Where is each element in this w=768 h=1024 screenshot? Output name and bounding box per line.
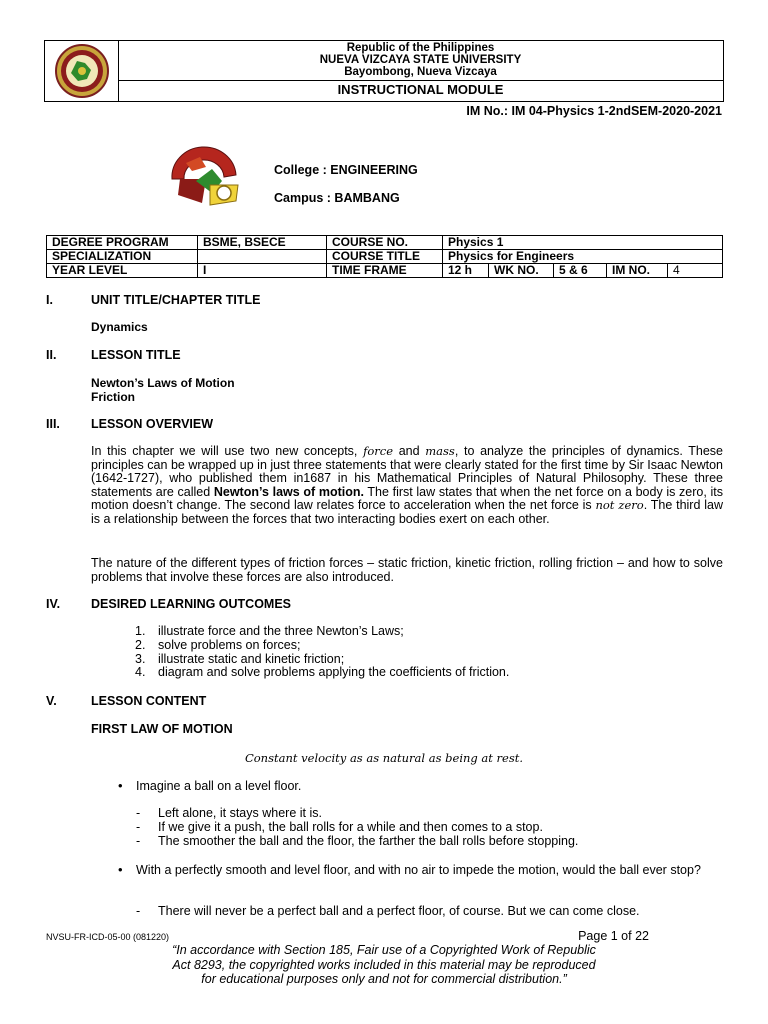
bullet-1-marker: • — [118, 778, 123, 793]
dash-marker: - — [136, 806, 141, 820]
university-seal-logo — [45, 41, 119, 101]
lesson-title-line-2: Friction — [91, 390, 135, 404]
course-no-label: COURSE NO. — [327, 236, 443, 250]
degree-program-value: BSME, BSECE — [198, 236, 327, 250]
section-2-title: LESSON TITLE — [91, 348, 181, 362]
copyright-disclaimer — [0, 943, 768, 987]
list-item: 2. solve problems on forces; — [135, 637, 301, 652]
degree-program-label: DEGREE PROGRAM — [47, 236, 198, 250]
course-no-value: Physics 1 — [443, 236, 723, 250]
table-row — [47, 236, 723, 250]
disclaimer-line-3: for educational purposes only and not for commercial distribution.” — [201, 972, 567, 986]
bullet-2-text: With a perfectly smooth and level floor, and with no air to impede the motion, would the ball ever stop? — [136, 863, 701, 877]
learning-outcomes-list — [135, 625, 509, 680]
bullet-1-point-1: Left alone, it stays where it is. — [158, 806, 322, 820]
first-law-heading: FIRST LAW OF MOTION — [91, 722, 233, 736]
wk-no-value: 5 & 6 — [554, 264, 607, 278]
disclaimer-line-2: Act 8293, the copyrighted works included in this material may be reproduced — [172, 957, 596, 972]
section-4-number: IV. — [46, 597, 61, 611]
unit-title: Dynamics — [91, 320, 148, 334]
header-university-name: NUEVA VIZCAYA STATE UNIVERSITY — [319, 54, 522, 66]
header-location: Bayombong, Nueva Vizcaya — [344, 66, 497, 78]
time-frame-label: TIME FRAME — [327, 264, 443, 278]
course-info-table — [46, 235, 723, 278]
time-frame-value: 12 h — [443, 264, 489, 278]
section-5-title: LESSON CONTENT — [91, 694, 207, 708]
section-5-number: V. — [46, 694, 57, 708]
section-1-number: I. — [46, 293, 53, 307]
college-line: College : ENGINEERING — [274, 163, 418, 177]
first-law-quote: Constant velocity as as natural as being at rest. — [244, 751, 524, 765]
course-title-label: COURSE TITLE — [327, 250, 443, 264]
overview-paragraph-1: In this chapter we will use two new concepts, force and mass, to analyze the principles of dynamics. These principles can be wrapped up in just three statements that were clearly stated for the first time by Sir Isaac Newton (1642-1727), who published them in1687 in his Mathematical Principles of Natural Philosophy. These three statements are called Newton’s laws of motion. The first law states that when the net force on a body is zero, its motion doesn’t change. The second law relates force to acceleration when the net force is not zero. The third law is a relationship between the forces that two interacting bodies exert on each other. — [91, 444, 723, 526]
list-item: 1. illustrate force and the three Newton’s Laws; — [135, 624, 404, 638]
table-row — [47, 250, 723, 264]
newtons-laws-bold: Newton’s laws of motion. — [213, 484, 364, 499]
im-number: IM No.: IM 04-Physics 1-2ndSEM-2020-2021 — [466, 104, 722, 118]
bullet-2-point-1: There will never be a perfect ball and a perfect floor, of course. But we can come close. — [158, 904, 640, 918]
im-no-label: IM NO. — [607, 264, 668, 278]
dash-marker: - — [136, 904, 141, 918]
bullet-1-text: Imagine a ball on a level floor. — [136, 779, 302, 793]
page-number: Page 1 of 22 — [578, 929, 649, 943]
overview-paragraph-2: The nature of the different types of friction forces – static friction, kinetic friction, rolling friction – and how to solve problems that involve these forces are also introduced. — [91, 556, 723, 584]
section-3-number: III. — [46, 417, 60, 431]
term-not-zero: not zero — [595, 498, 644, 513]
college-logo — [166, 145, 246, 213]
year-level-label: YEAR LEVEL — [47, 264, 198, 278]
section-3-title: LESSON OVERVIEW — [91, 417, 214, 431]
header-module-title: INSTRUCTIONAL MODULE — [337, 82, 504, 97]
term-mass: mass — [425, 444, 455, 458]
dash-marker: - — [136, 834, 141, 848]
section-4-title: DESIRED LEARNING OUTCOMES — [91, 597, 292, 611]
section-1-title: UNIT TITLE/CHAPTER TITLE — [91, 293, 261, 307]
lesson-title-line-1: Newton’s Laws of Motion — [91, 376, 235, 390]
specialization-value — [198, 250, 327, 264]
bullet-1-point-2: If we give it a push, the ball rolls for a while and then comes to a stop. — [158, 820, 543, 834]
dash-marker: - — [136, 820, 141, 834]
im-no-value: 4 — [668, 264, 723, 278]
list-item: 4. diagram and solve problems applying the coefficients of friction. — [135, 665, 510, 680]
course-title-value: Physics for Engineers — [443, 250, 723, 264]
list-item: 3. illustrate static and kinetic friction; — [135, 651, 345, 666]
specialization-label: SPECIALIZATION — [47, 250, 198, 264]
bullet-2-marker: • — [118, 862, 123, 877]
year-level-value: I — [198, 264, 327, 278]
bullet-1-point-3: The smoother the ball and the floor, the farther the ball rolls before stopping. — [158, 834, 579, 848]
form-code: NVSU-FR-ICD-05-00 (081220) — [46, 932, 170, 942]
campus-line: Campus : BAMBANG — [274, 191, 400, 205]
header-republic: Republic of the Philippines — [346, 42, 495, 54]
section-2-number: II. — [46, 348, 57, 362]
table-row — [47, 264, 723, 278]
term-force: force — [363, 444, 394, 458]
wk-no-label: WK NO. — [489, 264, 554, 278]
header-text-block — [118, 41, 723, 81]
document-header — [44, 40, 724, 102]
disclaimer-line-1: “In accordance with Section 185, Fair use of a Copyrighted Work of Republic — [172, 943, 596, 957]
